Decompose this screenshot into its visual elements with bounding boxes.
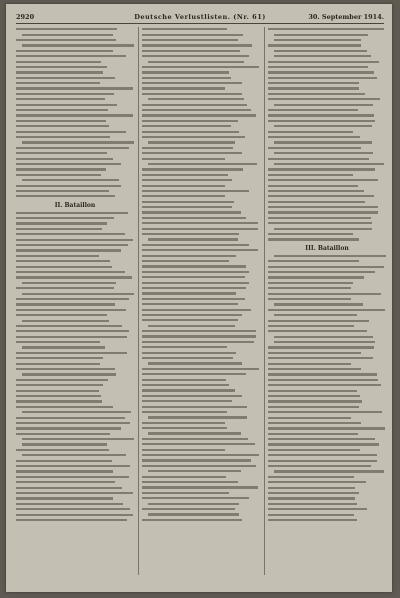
text-line (142, 38, 260, 42)
text-line (268, 496, 386, 500)
column-divider (138, 27, 139, 575)
text-line (16, 173, 134, 177)
text-line (268, 394, 386, 398)
text-line (142, 59, 260, 63)
text-line (268, 405, 386, 409)
text-line (142, 518, 260, 522)
text-line (268, 54, 386, 58)
text-line (142, 253, 260, 257)
text-line (268, 92, 386, 96)
text-line (268, 259, 386, 263)
text-line (268, 340, 386, 344)
text-line (142, 437, 260, 441)
text-line (268, 286, 386, 290)
text-line (142, 442, 260, 446)
text-line (16, 270, 134, 274)
text-line (142, 323, 260, 327)
text-line (142, 458, 260, 462)
text-line (16, 426, 134, 430)
text-line (142, 226, 260, 230)
text-line (142, 135, 260, 139)
text-line (142, 302, 260, 306)
text-line (268, 308, 386, 312)
text-line (268, 178, 386, 182)
text-line (142, 291, 260, 295)
text-line (142, 232, 260, 236)
text-line (16, 189, 134, 193)
text-line (16, 97, 134, 101)
text-line (16, 432, 134, 436)
text-line (16, 281, 134, 285)
text-line (16, 324, 134, 328)
page-header (16, 12, 384, 22)
text-line (268, 264, 386, 268)
text-line (16, 232, 134, 236)
text-line (268, 426, 386, 430)
text-line (142, 151, 260, 155)
text-line (16, 286, 134, 290)
text-line (142, 507, 260, 511)
text-line (268, 27, 386, 31)
text-line (16, 113, 134, 117)
text-line (16, 502, 134, 506)
text-line (142, 237, 260, 241)
text-line (268, 38, 386, 42)
text-line (16, 38, 134, 42)
text-line (16, 302, 134, 306)
text-line (142, 415, 260, 419)
text-line (16, 297, 134, 301)
text-line (142, 485, 260, 489)
text-line (268, 399, 386, 403)
text-line (268, 194, 386, 198)
text-line (142, 501, 260, 505)
column-left (16, 27, 134, 575)
issue-date: 30. September 1914. (308, 13, 384, 21)
text-line (268, 119, 386, 123)
text-line (142, 491, 260, 495)
text-line (16, 70, 134, 74)
text-line (16, 108, 134, 112)
text-line (16, 512, 134, 516)
text-line (142, 334, 260, 338)
text-line (268, 453, 386, 457)
text-line (142, 259, 260, 263)
text-line (268, 432, 386, 436)
text-line (268, 237, 386, 241)
text-line (268, 475, 386, 479)
text-line (268, 156, 386, 160)
text-line (268, 302, 386, 306)
text-line (16, 216, 134, 220)
text-line (268, 129, 386, 133)
text-line (268, 32, 386, 36)
text-line (268, 108, 386, 112)
text-line (16, 491, 134, 495)
text-line (142, 76, 260, 80)
text-line (16, 383, 134, 387)
publication-title: Deutsche Verlustlisten. (134, 13, 231, 21)
text-line (16, 237, 134, 241)
newspaper-page (6, 4, 392, 592)
text-line (268, 383, 386, 387)
text-line (142, 307, 260, 311)
text-line (268, 464, 386, 468)
text-line (16, 453, 134, 457)
text-line (16, 178, 134, 182)
text-line (142, 361, 260, 365)
text-line (16, 81, 134, 85)
text-line (142, 345, 260, 349)
text-line (142, 356, 260, 360)
text-line (268, 378, 386, 382)
text-line (142, 329, 260, 333)
text-line (268, 388, 386, 392)
text-line (268, 162, 386, 166)
text-line (268, 140, 386, 144)
text-line (268, 49, 386, 53)
section-heading: III. Bataillon (305, 244, 349, 252)
text-line (142, 146, 260, 150)
text-line (16, 415, 134, 419)
text-line (268, 146, 386, 150)
text-line (268, 421, 386, 425)
text-line (16, 421, 134, 425)
text-line (142, 313, 260, 317)
text-line (268, 70, 386, 74)
text-line (16, 334, 134, 338)
text-line (142, 49, 260, 53)
text-line (16, 86, 134, 90)
text-line (142, 480, 260, 484)
text-line (268, 356, 386, 360)
text-line (16, 329, 134, 333)
text-line (142, 156, 260, 160)
text-line (142, 399, 260, 403)
text-line (268, 329, 386, 333)
text-line (268, 189, 386, 193)
text-line (142, 54, 260, 58)
text-line (268, 151, 386, 155)
text-line (142, 194, 260, 198)
text-line (16, 496, 134, 500)
column-right (268, 27, 386, 575)
text-line (142, 210, 260, 214)
text-line (142, 70, 260, 74)
text-line (268, 135, 386, 139)
text-line (142, 97, 260, 101)
text-line (142, 65, 260, 69)
text-line (16, 361, 134, 365)
text-line (16, 275, 134, 279)
text-line (16, 221, 134, 225)
text-line (268, 512, 386, 516)
text-line (16, 54, 134, 58)
text-line (142, 178, 260, 182)
text-line (268, 458, 386, 462)
text-line (268, 76, 386, 80)
text-line (142, 318, 260, 322)
text-line (16, 92, 134, 96)
page-number: 2920 (16, 13, 35, 21)
text-line (268, 232, 386, 236)
text-line (142, 183, 260, 187)
text-line (16, 124, 134, 128)
text-line (16, 140, 134, 144)
text-line (268, 65, 386, 69)
text-line (268, 167, 386, 171)
section-heading: II. Bataillon (54, 201, 96, 209)
text-line (142, 367, 260, 371)
text-line (268, 351, 386, 355)
text-line (142, 129, 260, 133)
text-line (16, 194, 134, 198)
text-line (268, 502, 386, 506)
text-line (142, 200, 260, 204)
text-line (268, 507, 386, 511)
text-line (16, 167, 134, 171)
text-line (16, 156, 134, 160)
text-line (268, 81, 386, 85)
text-line (142, 81, 260, 85)
text-line (142, 270, 260, 274)
text-line (142, 108, 260, 112)
text-line (16, 211, 134, 215)
text-line (142, 43, 260, 47)
text-line (16, 345, 134, 349)
text-line (16, 183, 134, 187)
text-line (142, 280, 260, 284)
text-line (268, 437, 386, 441)
text-line (16, 76, 134, 80)
text-line (16, 27, 134, 31)
text-line (16, 356, 134, 360)
text-line (142, 388, 260, 392)
text-line (16, 291, 134, 295)
text-line (16, 318, 134, 322)
text-line (142, 340, 260, 344)
text-line (16, 59, 134, 63)
text-line (16, 227, 134, 231)
text-line (268, 102, 386, 106)
text-line (268, 124, 386, 128)
text-line (142, 140, 260, 144)
text-line (268, 372, 386, 376)
text-line (16, 119, 134, 123)
text-line (142, 216, 260, 220)
text-line (268, 216, 386, 220)
text-line (142, 474, 260, 478)
text-line (16, 313, 134, 317)
text-line (16, 32, 134, 36)
text-line (268, 415, 386, 419)
text-line (16, 480, 134, 484)
text-line (16, 308, 134, 312)
text-line (268, 200, 386, 204)
text-line (142, 426, 260, 430)
text-line (16, 151, 134, 155)
text-line (142, 464, 260, 468)
text-line (16, 65, 134, 69)
text-line (142, 221, 260, 225)
text-line (16, 254, 134, 258)
text-line (142, 297, 260, 301)
text-line (268, 97, 386, 101)
text-line (142, 205, 260, 209)
text-line (142, 350, 260, 354)
text-line (142, 377, 260, 381)
text-line (16, 464, 134, 468)
text-line (268, 469, 386, 473)
text-line (142, 421, 260, 425)
text-line (142, 512, 260, 516)
text-line (142, 32, 260, 36)
text-line (16, 448, 134, 452)
text-line (268, 270, 386, 274)
text-line (16, 410, 134, 414)
text-line (142, 86, 260, 90)
text-line (16, 243, 134, 247)
text-line (16, 49, 134, 53)
text-line (268, 210, 386, 214)
text-line (268, 324, 386, 328)
text-line (142, 248, 260, 252)
text-line (268, 221, 386, 225)
column-divider (264, 27, 265, 575)
text-line (142, 243, 260, 247)
text-line (268, 59, 386, 63)
text-line (142, 383, 260, 387)
text-line (268, 410, 386, 414)
text-line (268, 442, 386, 446)
text-line (16, 405, 134, 409)
text-line (268, 254, 386, 258)
text-line (142, 167, 260, 171)
column-middle (142, 27, 260, 575)
text-line (268, 86, 386, 90)
text-line (16, 442, 134, 446)
text-line (16, 135, 134, 139)
text-line (16, 340, 134, 344)
text-line (268, 334, 386, 338)
text-line (16, 388, 134, 392)
text-line (142, 410, 260, 414)
text-line (16, 394, 134, 398)
text-line (142, 27, 260, 31)
text-line (142, 102, 260, 106)
text-line (142, 264, 260, 268)
text-line (16, 351, 134, 355)
text-line (142, 372, 260, 376)
text-line (16, 102, 134, 106)
text-line (16, 372, 134, 376)
text-line (268, 480, 386, 484)
text-line (16, 367, 134, 371)
text-line (268, 43, 386, 47)
text-line (142, 119, 260, 123)
text-line (16, 264, 134, 268)
text-line (142, 173, 260, 177)
header-rule (16, 23, 384, 24)
text-line (142, 275, 260, 279)
text-line (142, 469, 260, 473)
text-line (16, 458, 134, 462)
text-line (268, 183, 386, 187)
text-line (268, 275, 386, 279)
text-line (142, 453, 260, 457)
text-line (142, 286, 260, 290)
text-line (268, 113, 386, 117)
text-line (16, 485, 134, 489)
text-line (268, 226, 386, 230)
text-line (16, 129, 134, 133)
text-line (268, 491, 386, 495)
text-line (268, 281, 386, 285)
text-line (16, 437, 134, 441)
text-line (268, 448, 386, 452)
text-line (268, 291, 386, 295)
text-line (16, 518, 134, 522)
text-line (142, 431, 260, 435)
text-line (142, 496, 260, 500)
text-line (268, 361, 386, 365)
text-line (16, 259, 134, 263)
text-line (268, 205, 386, 209)
text-line (268, 173, 386, 177)
text-line (16, 146, 134, 150)
text-line (268, 367, 386, 371)
text-line (268, 518, 386, 522)
text-line (142, 447, 260, 451)
text-line (268, 345, 386, 349)
text-line (268, 318, 386, 322)
text-line (268, 313, 386, 317)
text-line (142, 92, 260, 96)
text-line (142, 404, 260, 408)
text-line (16, 399, 134, 403)
text-line (142, 162, 260, 166)
text-line (16, 507, 134, 511)
text-line (142, 394, 260, 398)
text-line (16, 162, 134, 166)
text-line (16, 248, 134, 252)
text-line (268, 297, 386, 301)
text-line (142, 189, 260, 193)
text-line (16, 43, 134, 47)
issue-number: (Nr. 61) (233, 13, 266, 21)
text-line (16, 378, 134, 382)
text-line (142, 113, 260, 117)
text-line (16, 475, 134, 479)
text-line (268, 485, 386, 489)
text-line (142, 124, 260, 128)
text-line (16, 469, 134, 473)
